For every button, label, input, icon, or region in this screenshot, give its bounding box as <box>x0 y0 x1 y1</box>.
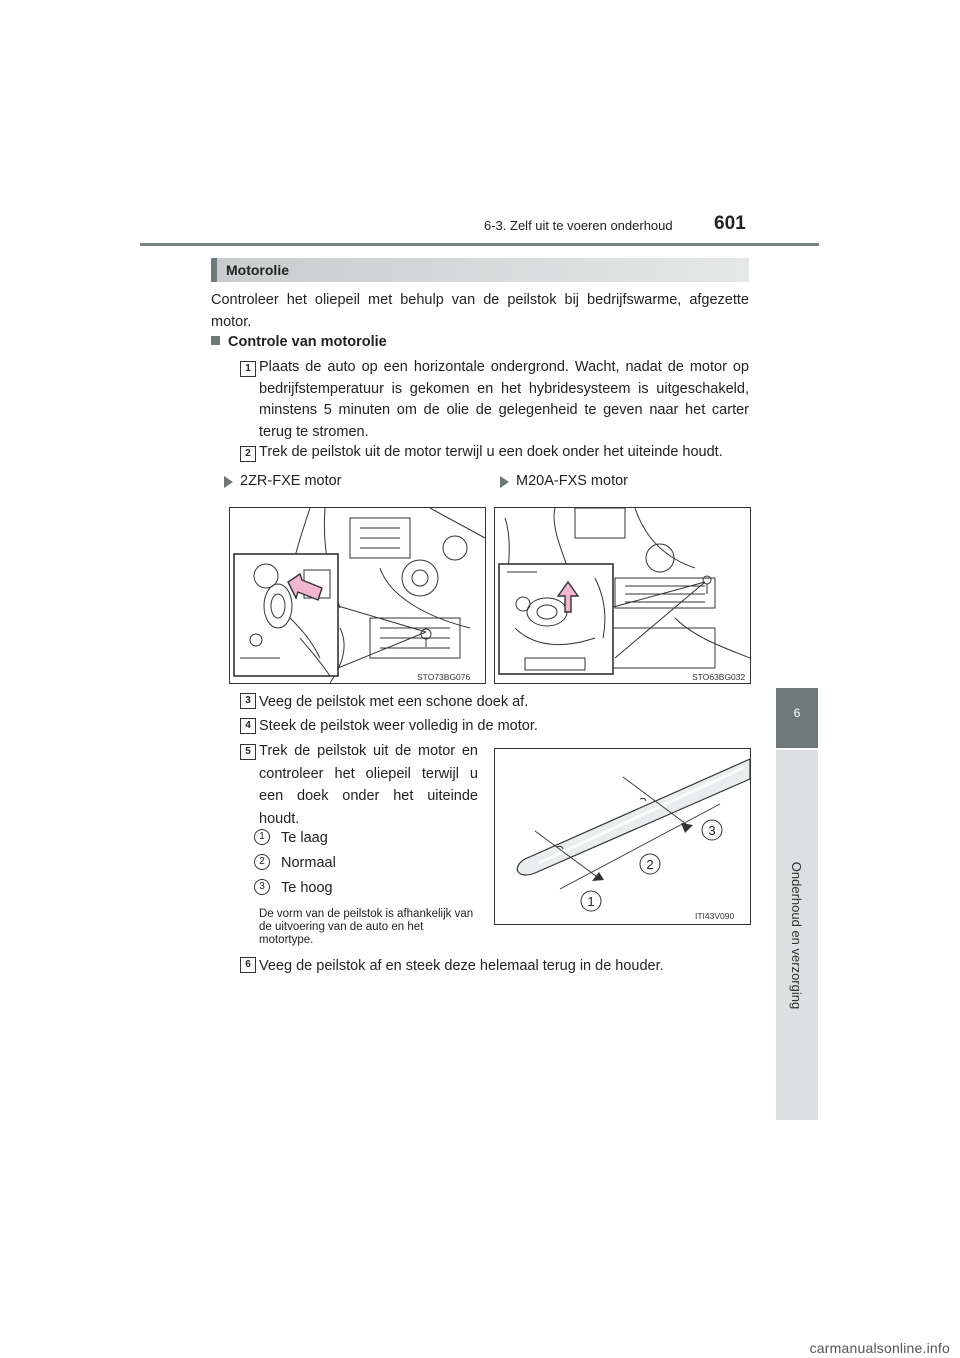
step-3-text: Veeg de peilstok met een schone doek af. <box>259 694 529 710</box>
engine-m20a-drawing <box>495 508 750 683</box>
engine-illustration-m20a <box>494 507 751 684</box>
engine-illustration-2zr <box>229 507 486 684</box>
section-heading-marker <box>211 258 217 282</box>
level-label-1: Te laag <box>281 830 328 846</box>
section-intro: Controleer het oliepeil met behulp van de peilstok bij bedrijfswarme, afgezette motor. <box>211 292 749 330</box>
section-title: Motorolie <box>226 262 289 278</box>
arrow-bullet-icon <box>224 476 233 488</box>
page-number: 601 <box>714 213 746 234</box>
running-header-section: 6-3. Zelf uit te voeren onderhoud <box>484 218 673 233</box>
diagram-label-1: 1 <box>587 894 595 909</box>
chapter-number: 6 <box>793 706 801 720</box>
diagram-label-2: 2 <box>646 857 654 872</box>
level-label-2: Normaal <box>281 855 336 871</box>
step-6-text: Veeg de peilstok af en steek deze helemaal terug in de houder. <box>259 958 664 974</box>
step-number-1: 1 <box>240 361 256 377</box>
level-label-3: Te hoog <box>281 880 333 896</box>
dipstick-illustration <box>494 748 751 925</box>
right-figure-code: STO63BG032 <box>692 672 746 682</box>
square-bullet-icon <box>211 336 220 345</box>
step-1-text: Plaats de auto op een horizontale ondergrond. Wacht, nadat de motor op bedrijfstemperatuur is gekomen en het hybridesysteem is uitgeschakeld, minstens 5 minuten om de olie de gelegenheid te geven naar het carter terug te stromen. <box>259 359 749 440</box>
header-rule <box>140 243 819 246</box>
section-heading-bar <box>211 258 749 282</box>
step-2-text: Trek de peilstok uit de motor terwijl u een doek onder het uiteinde houdt. <box>259 444 723 460</box>
step-number-4: 4 <box>240 718 256 734</box>
step-number-6: 6 <box>240 957 256 973</box>
chapter-title-vertical <box>776 750 818 1120</box>
left-figure-code: STO73BG076 <box>417 672 471 682</box>
dipstick-note: De vorm van de peilstok is afhankelijk van de uitvoering van de auto en het motortype. <box>259 908 474 946</box>
diagram-label-3: 3 <box>708 823 716 838</box>
step-number-2: 2 <box>240 446 256 462</box>
left-figure-caption: 2ZR-FXE motor <box>240 473 342 489</box>
arrow-bullet-icon <box>500 476 509 488</box>
step-number-3: 3 <box>240 693 256 709</box>
step-5-text: Trek de peilstok uit de motor en controleer het oliepeil terwijl u een doek onder het uiteinde houdt. <box>259 743 478 827</box>
dipstick-drawing <box>495 749 750 924</box>
right-figure-caption: M20A-FXS motor <box>516 473 628 489</box>
chapter-title: Onderhoud en verzorging <box>789 861 805 1009</box>
level-number-1: 1 <box>254 829 270 845</box>
step-4-text: Steek de peilstok weer volledig in de motor. <box>259 718 538 734</box>
level-number-2: 2 <box>254 854 270 870</box>
level-number-3: 3 <box>254 879 270 895</box>
engine-2zr-drawing <box>230 508 485 683</box>
subheading-text: Controle van motorolie <box>228 334 387 350</box>
dipstick-figure-code: ITI43V090 <box>695 911 735 921</box>
watermark: carmanualsonline.info <box>809 1340 950 1356</box>
subheading <box>211 334 387 350</box>
step-number-5: 5 <box>240 744 256 760</box>
